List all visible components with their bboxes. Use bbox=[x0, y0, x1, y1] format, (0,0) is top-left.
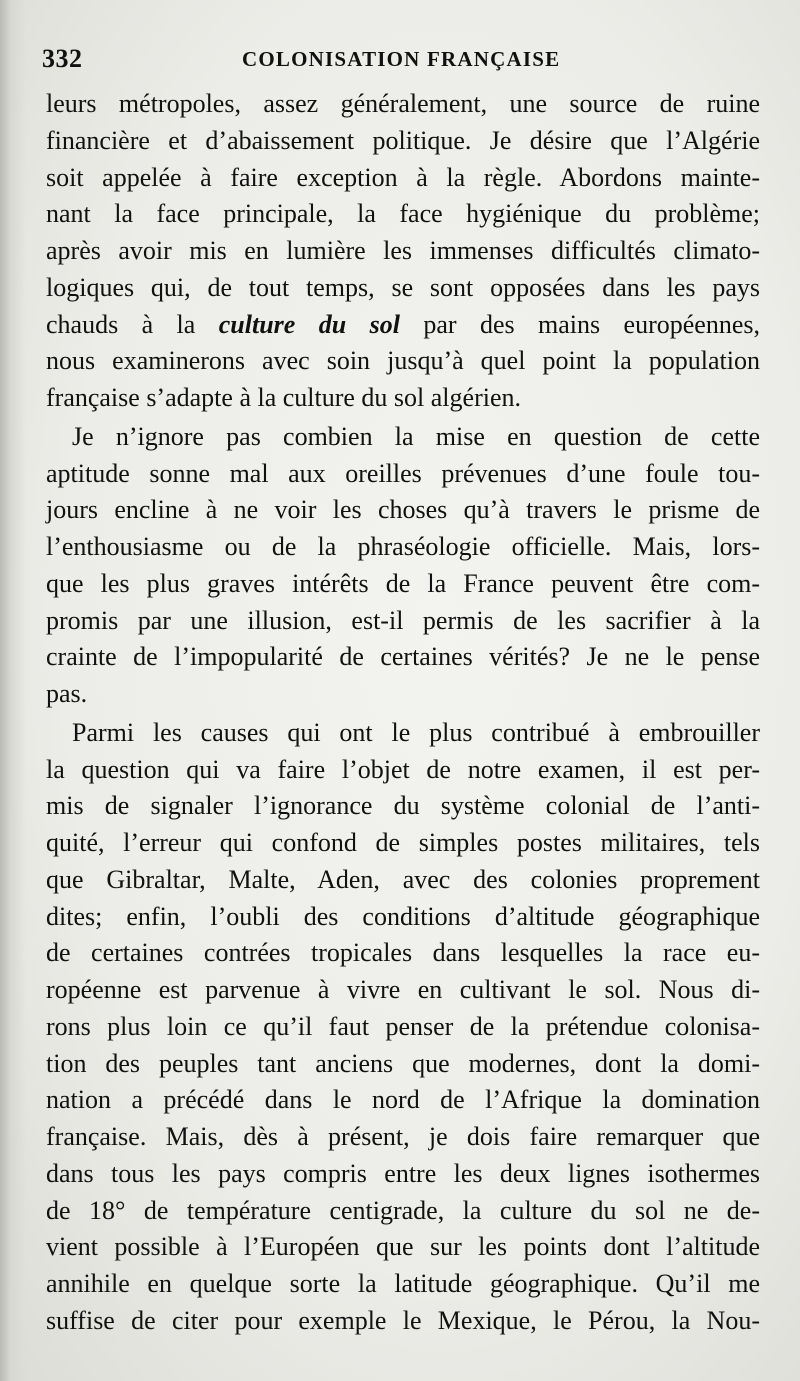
page-header bbox=[42, 44, 758, 74]
text-line: nant la face principale, la face hygiénique du problème; bbox=[46, 199, 760, 229]
text-segment: par des mains européennes, bbox=[399, 309, 760, 339]
text-line: annihile en quelque sorte la latitude géographique. Qu’il me bbox=[46, 1269, 760, 1298]
text-line: Parmi les causes qui ont le plus contribué à embrouiller bbox=[72, 717, 760, 747]
text-line: logiques qui, de tout temps, se sont opposées dans les pays bbox=[46, 272, 760, 302]
text-line: jours encline à ne voir les choses qu’à travers le prisme de bbox=[46, 495, 760, 525]
text-line: quité, l’erreur qui confond de simples postes militaires, tels bbox=[46, 828, 760, 857]
running-title: COLONISATION FRANÇAISE bbox=[242, 47, 561, 71]
italic-emphasis: culture du sol bbox=[218, 309, 400, 339]
text-line: la question qui va faire l’objet de notre examen, il est per- bbox=[46, 754, 760, 784]
text-line: dans tous les pays compris entre les deux lignes isothermes bbox=[46, 1158, 760, 1188]
text-line: que les plus graves intérêts de la France peuvent être com- bbox=[46, 568, 760, 598]
page-number: 332 bbox=[42, 44, 83, 73]
text-line: après avoir mis en lumière les immenses difficultés climato- bbox=[46, 236, 760, 265]
text-line: de 18° de température centigrade, la culture du sol ne de- bbox=[46, 1195, 760, 1225]
text-line: dites; enfin, l’oubli des conditions d’altitude géographique bbox=[46, 901, 760, 931]
text-line-with-emphasis bbox=[46, 307, 760, 344]
text-line: nous examinerons avec soin jusqu’à quel point la population bbox=[46, 346, 760, 376]
text-line: pas. bbox=[46, 679, 88, 708]
text-line: crainte de l’impopularité de certaines vérités? Je ne le pense bbox=[46, 642, 760, 672]
text-line: que Gibraltar, Malte, Aden, avec des colonies proprement bbox=[46, 864, 760, 894]
binding-shadow bbox=[0, 0, 26, 1381]
body-text bbox=[46, 86, 760, 1340]
text-line: l’enthousiasme ou de la phraséologie officielle. Mais, lors- bbox=[46, 532, 760, 561]
text-line: tion des peuples tant anciens que modernes, dont la domi- bbox=[46, 1048, 760, 1078]
text-line: Je n’ignore pas combien la mise en question de cette bbox=[72, 421, 760, 451]
text-line: française. Mais, dès à présent, je dois faire remarquer que bbox=[46, 1122, 760, 1151]
text-line: française s’adapte à la culture du sol algérien. bbox=[46, 383, 521, 412]
text-line: aptitude sonne mal aux oreilles prévenues d’une foule tou- bbox=[46, 458, 760, 488]
text-line: vient possible à l’Européen que sur les points dont l’altitude bbox=[46, 1232, 760, 1262]
text-line: leurs métropoles, assez généralement, une source de ruine bbox=[46, 89, 760, 118]
text-line: soit appelée à faire exception à la règle. Abordons mainte- bbox=[46, 162, 760, 192]
text-line: suffise de citer pour exemple le Mexique, le Pérou, la Nou- bbox=[46, 1305, 760, 1335]
text-line: nation a précédé dans le nord de l’Afrique la domination bbox=[46, 1085, 760, 1115]
text-line: ropéenne est parvenue à vivre en cultivant le sol. Nous di- bbox=[46, 975, 760, 1004]
text-line: de certaines contrées tropicales dans lesquelles la race eu- bbox=[46, 938, 760, 968]
text-line: mis de signaler l’ignorance du système colonial de l’anti- bbox=[46, 791, 760, 821]
text-line: rons plus loin ce qu’il faut penser de la prétendue colonisa- bbox=[46, 1011, 760, 1041]
text-segment: chauds à la bbox=[46, 309, 219, 339]
text-line: financière et d’abaissement politique. Je désire que l’Algérie bbox=[46, 125, 760, 155]
text-line: promis par une illusion, est-il permis de les sacrifier à la bbox=[46, 605, 760, 635]
